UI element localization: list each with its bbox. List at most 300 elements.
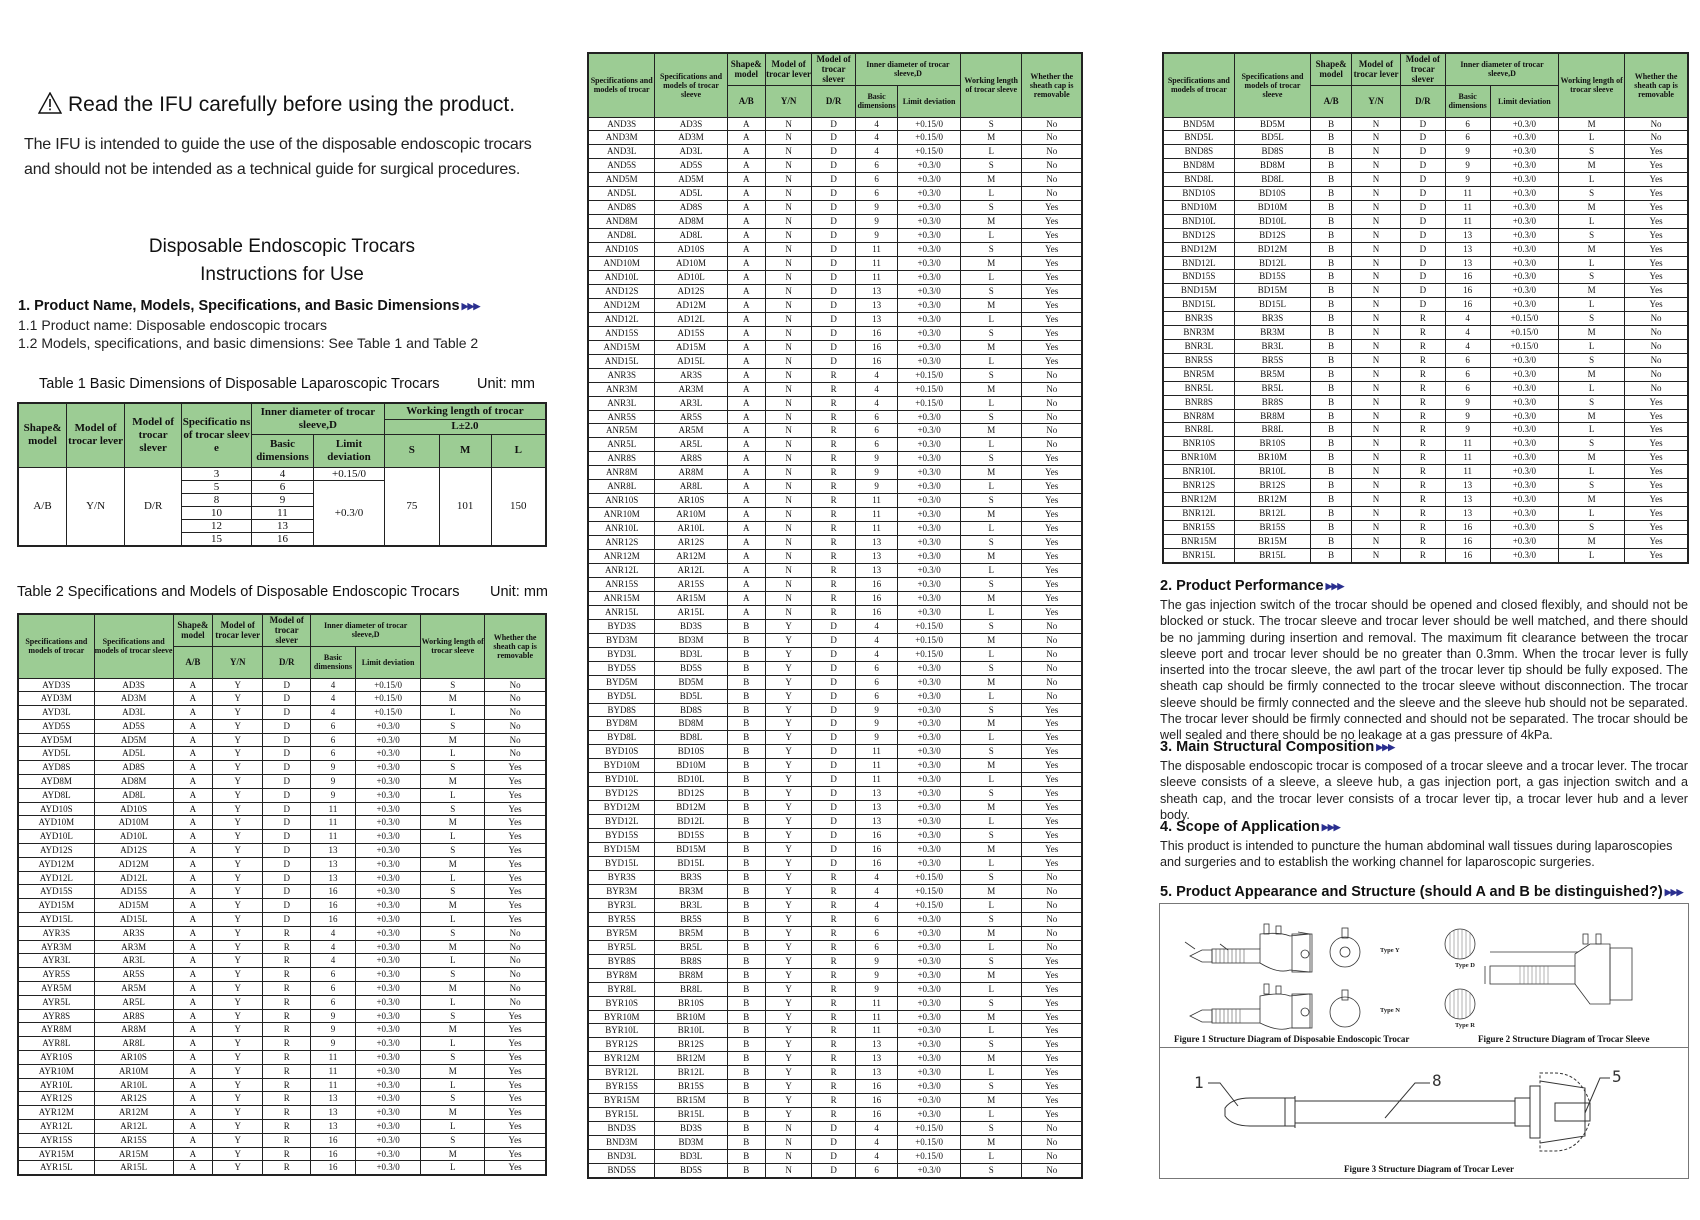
t1-header-l: L [491, 434, 546, 467]
table-cell: D [1400, 131, 1445, 145]
table-cell: Yes [1022, 284, 1082, 298]
table-cell: 4 [311, 706, 356, 720]
table-cell: 6 [1445, 117, 1490, 131]
table-cell: N [1352, 534, 1401, 548]
fig3-label-8: 8 [1432, 1071, 1442, 1090]
table-row [18, 747, 546, 761]
table-cell: R [812, 1010, 856, 1024]
table-cell: D [812, 717, 856, 731]
table-cell: L [961, 354, 1022, 368]
table-cell: Yes [1625, 479, 1688, 493]
table-cell: +0.3/0 [898, 354, 961, 368]
table-cell: S [421, 1009, 485, 1023]
table-cell: BYR15L [588, 1108, 655, 1122]
table-cell: +0.3/0 [898, 326, 961, 340]
table-cell: +0.3/0 [898, 257, 961, 271]
table-cell: R [812, 1108, 856, 1122]
table-cell: B [1311, 173, 1352, 187]
table-cell: Yes [1625, 451, 1688, 465]
table-cell: +0.3/0 [898, 187, 961, 201]
table-cell: R [812, 466, 856, 480]
table-cell: M [961, 257, 1022, 271]
table-cell: L [961, 1024, 1022, 1038]
table-cell: BND8M [1163, 159, 1234, 173]
table-cell: S [961, 661, 1022, 675]
table-cell: R [263, 926, 311, 940]
table-cell: B [727, 996, 765, 1010]
table-cell: AND5S [588, 159, 655, 173]
table-cell: +0.3/0 [1490, 548, 1559, 562]
table-cell: B [1311, 214, 1352, 228]
table-cell: S [961, 745, 1022, 759]
table-cell: +0.3/0 [898, 284, 961, 298]
table-cell: 16 [855, 843, 897, 857]
table-cell: No [485, 995, 546, 1009]
table-cell: +0.3/0 [1490, 367, 1559, 381]
table-cell: L [421, 1161, 485, 1175]
document-title-line-2: Instructions for Use [200, 264, 364, 285]
table-cell: 6 [1445, 381, 1490, 395]
table-cell: B [1311, 409, 1352, 423]
table-cell: D [812, 843, 856, 857]
table-cell: BYR5M [588, 926, 655, 940]
table-cell: R [812, 1080, 856, 1094]
table-cell: AD3M [655, 131, 727, 145]
table-cell: Yes [1625, 187, 1688, 201]
table-cell: A [173, 1161, 212, 1175]
table-cell: Yes [1022, 480, 1082, 494]
table-row [18, 940, 546, 954]
table-cell: 16 [311, 885, 356, 899]
table-cell: Yes [1022, 591, 1082, 605]
table-cell: R [263, 1147, 311, 1161]
table-cell: 16 [311, 913, 356, 927]
table-cell: +0.3/0 [1490, 381, 1559, 395]
header-working: Working length of trocar sleeve [961, 53, 1022, 117]
table-cell: +0.3/0 [898, 229, 961, 243]
table-cell: N [765, 326, 811, 340]
table-cell: M [421, 1064, 485, 1078]
table-row [588, 745, 1082, 759]
table-cell: M [421, 775, 485, 789]
table-cell: N [765, 159, 811, 173]
t1-header-m: M [439, 434, 491, 467]
table-cell: Yes [1022, 466, 1082, 480]
t1-header-spec: Specificatio ns of trocar sleeve [182, 403, 252, 467]
table-cell: A [727, 536, 765, 550]
table-cell: Yes [1022, 229, 1082, 243]
table-cell: N [765, 424, 811, 438]
table-cell: AD10S [655, 243, 727, 257]
table-cell: L [1559, 423, 1625, 437]
table-cell: BR12S [1234, 479, 1310, 493]
table-cell: B [727, 926, 765, 940]
table-cell: +0.3/0 [355, 857, 420, 871]
table-cell: R [263, 954, 311, 968]
table-cell: 9 [1445, 423, 1490, 437]
table-cell: Y [213, 830, 263, 844]
t1-length-m: 101 [439, 467, 491, 546]
table-cell: Y [765, 968, 811, 982]
table-row [588, 396, 1082, 410]
table-cell: AD8S [94, 761, 173, 775]
table-cell: Yes [1625, 200, 1688, 214]
table-cell: A [173, 1147, 212, 1161]
table-row [1163, 534, 1688, 548]
table-cell: Yes [1625, 409, 1688, 423]
table-cell: Y [765, 898, 811, 912]
table-cell: AD8M [655, 215, 727, 229]
table-cell: R [812, 550, 856, 564]
table-cell: +0.3/0 [898, 1010, 961, 1024]
t1-header-lever: Model of trocar lever [67, 403, 125, 467]
table-cell: N [1352, 353, 1401, 367]
table-cell: BNR12S [1163, 479, 1234, 493]
table-cell: AR8L [655, 480, 727, 494]
table-cell: R [812, 508, 856, 522]
table-cell: No [1022, 661, 1082, 675]
table-cell: B [1311, 520, 1352, 534]
table-cell: +0.3/0 [898, 480, 961, 494]
table-cell: D [1400, 256, 1445, 270]
table-cell: BYD12L [588, 815, 655, 829]
table-cell: AYR3S [18, 926, 94, 940]
warning-notice [38, 92, 515, 117]
table-cell: 6 [311, 995, 356, 1009]
table-cell: BYR8M [588, 968, 655, 982]
table-cell: S [961, 243, 1022, 257]
table-cell: AR5L [655, 438, 727, 452]
table-cell: R [812, 996, 856, 1010]
table-cell: D [263, 719, 311, 733]
t1-basic: 9 [251, 493, 313, 506]
table-row [1163, 326, 1688, 340]
table-cell: BNR12M [1163, 492, 1234, 506]
table-cell: 11 [855, 996, 897, 1010]
table-cell: 16 [855, 326, 897, 340]
table-cell: No [1022, 187, 1082, 201]
table-cell: 13 [1445, 256, 1490, 270]
table-row [18, 1078, 546, 1092]
table-cell: AR3S [655, 368, 727, 382]
table-cell: 9 [855, 731, 897, 745]
table-row [588, 731, 1082, 745]
table-row [588, 229, 1082, 243]
table-cell: D [1400, 145, 1445, 159]
table-cell: L [961, 438, 1022, 452]
table-cell: 9 [855, 229, 897, 243]
table-cell: No [1022, 1163, 1082, 1177]
table-cell: 6 [855, 187, 897, 201]
table-cell: No [1625, 381, 1688, 395]
table-cell: +0.3/0 [1490, 409, 1559, 423]
table-cell: +0.3/0 [898, 940, 961, 954]
table-cell: M [421, 1147, 485, 1161]
table-row [588, 703, 1082, 717]
header-slever: Model of trocar slever [812, 53, 856, 85]
table-cell: L [961, 312, 1022, 326]
table-cell: AYR10L [18, 1078, 94, 1092]
t1-limit-rest: +0.3/0 [314, 480, 385, 546]
table-cell: N [1352, 548, 1401, 562]
table-cell: M [961, 131, 1022, 145]
figure-3-caption: Figure 3 Structure Diagram of Trocar Lever [1344, 1164, 1514, 1174]
table-row [18, 830, 546, 844]
table-cell: A [727, 550, 765, 564]
table-cell: Yes [1022, 312, 1082, 326]
table-cell: S [961, 787, 1022, 801]
table-cell: R [1400, 326, 1445, 340]
table-cell: AD3S [94, 678, 173, 692]
table-cell: AD12S [94, 844, 173, 858]
table-cell: S [421, 761, 485, 775]
table-cell: 16 [855, 857, 897, 871]
table-cell: AR5S [655, 410, 727, 424]
table-cell: N [765, 284, 811, 298]
table-cell: Yes [485, 857, 546, 871]
table-cell: BYD5S [588, 661, 655, 675]
table-cell: ANR15S [588, 577, 655, 591]
header-inner: Inner diameter of trocar sleeve,D [1445, 53, 1558, 85]
table-cell: L [961, 1108, 1022, 1122]
table-cell: Y [765, 1066, 811, 1080]
table-cell: A [727, 396, 765, 410]
table-cell: A [173, 954, 212, 968]
table-cell: N [1352, 173, 1401, 187]
table-cell: 13 [1445, 479, 1490, 493]
table-row [588, 187, 1082, 201]
table-cell: +0.3/0 [898, 605, 961, 619]
table-cell: No [1022, 940, 1082, 954]
table-row [588, 131, 1082, 145]
table-cell: AR3L [655, 396, 727, 410]
table-cell: BNR5L [1163, 381, 1234, 395]
table-cell: Yes [1022, 1094, 1082, 1108]
table-cell: M [421, 816, 485, 830]
table-cell: M [1559, 534, 1625, 548]
table-row [18, 913, 546, 927]
table-cell: +0.3/0 [355, 1037, 420, 1051]
table-cell: Y [213, 788, 263, 802]
table-cell: Yes [485, 1078, 546, 1092]
table-cell: +0.3/0 [898, 912, 961, 926]
table-cell: S [961, 536, 1022, 550]
table-cell: D [812, 257, 856, 271]
table-cell: Y [765, 1080, 811, 1094]
table-cell: AND10M [588, 257, 655, 271]
table-cell: A [727, 270, 765, 284]
table-cell: Y [213, 982, 263, 996]
table-cell: BD8S [1234, 145, 1310, 159]
table-cell: BD8M [655, 717, 727, 731]
table-cell: +0.3/0 [898, 550, 961, 564]
table-cell: S [1559, 187, 1625, 201]
table-cell: +0.3/0 [355, 1120, 420, 1134]
table-cell: 13 [855, 815, 897, 829]
table-cell: N [1352, 228, 1401, 242]
table-cell: R [263, 982, 311, 996]
table-cell: D [812, 270, 856, 284]
table-row [18, 857, 546, 871]
table-cell: +0.3/0 [1490, 506, 1559, 520]
table-cell: No [1625, 340, 1688, 354]
table-cell: B [1311, 340, 1352, 354]
table-cell: No [485, 678, 546, 692]
table-cell: B [1311, 479, 1352, 493]
table-cell: +0.3/0 [898, 424, 961, 438]
table-cell: BND12S [1163, 228, 1234, 242]
table-cell: Y [213, 802, 263, 816]
table-cell: AR8M [94, 1023, 173, 1037]
table-cell: N [1352, 506, 1401, 520]
table-cell: Yes [1625, 145, 1688, 159]
t1-limit-first: +0.15/0 [314, 467, 385, 480]
section-4-heading-text: 4. Scope of Application [1160, 819, 1320, 835]
table-cell: +0.15/0 [1490, 340, 1559, 354]
table-cell: AND3L [588, 145, 655, 159]
table-cell: AND3S [588, 117, 655, 131]
table-cell: N [765, 494, 811, 508]
table-row [588, 926, 1082, 940]
table-row [588, 354, 1082, 368]
table-row [18, 954, 546, 968]
table-cell: 16 [855, 591, 897, 605]
table-cell: R [812, 954, 856, 968]
table-cell: N [1352, 298, 1401, 312]
table-cell: AR12S [655, 536, 727, 550]
table-cell: BYD15M [588, 843, 655, 857]
table-cell: +0.3/0 [898, 298, 961, 312]
table-cell: A [727, 605, 765, 619]
table-cell: AYD3M [18, 692, 94, 706]
table-cell: AYR3L [18, 954, 94, 968]
table-row [588, 605, 1082, 619]
table-cell: BND10M [1163, 200, 1234, 214]
table-cell: AD10S [94, 802, 173, 816]
table-cell: R [812, 424, 856, 438]
table-row [18, 1051, 546, 1065]
table-cell: +0.3/0 [898, 312, 961, 326]
table-cell: Yes [485, 1092, 546, 1106]
table-cell: N [1352, 159, 1401, 173]
table-cell: B [727, 773, 765, 787]
table-row [588, 940, 1082, 954]
table-cell: D [812, 1150, 856, 1164]
table-cell: B [727, 787, 765, 801]
table-cell: BD8S [655, 703, 727, 717]
table-cell: L [961, 898, 1022, 912]
table-cell: BYR15M [588, 1094, 655, 1108]
table-cell: A [727, 577, 765, 591]
table-cell: Y [213, 954, 263, 968]
table-cell: Y [213, 816, 263, 830]
table-cell: AYD15M [18, 899, 94, 913]
table-cell: AYD12M [18, 857, 94, 871]
table-cell: +0.3/0 [1490, 423, 1559, 437]
table-cell: B [1311, 506, 1352, 520]
table-cell: Yes [1625, 256, 1688, 270]
table-cell: R [1400, 312, 1445, 326]
table-cell: B [727, 1066, 765, 1080]
table-cell: B [727, 912, 765, 926]
table-cell: S [961, 326, 1022, 340]
table-cell: Y [765, 982, 811, 996]
table-cell: BR15S [655, 1080, 727, 1094]
table-row [588, 270, 1082, 284]
table-cell: 16 [1445, 270, 1490, 284]
table-row [18, 1064, 546, 1078]
table-cell: AR10S [655, 494, 727, 508]
table-cell: B [727, 1094, 765, 1108]
table-cell: BR15M [1234, 534, 1310, 548]
table-cell: AR10S [94, 1051, 173, 1065]
table-row [588, 466, 1082, 480]
table-cell: B [727, 689, 765, 703]
table-cell: M [421, 940, 485, 954]
table-cell: BD15L [655, 857, 727, 871]
table-cell: R [812, 368, 856, 382]
table-cell: R [263, 1037, 311, 1051]
table-row [588, 410, 1082, 424]
table-cell: L [1559, 381, 1625, 395]
table-cell: AND3M [588, 131, 655, 145]
table-cell: AYR15M [18, 1147, 94, 1161]
table-cell: S [421, 1092, 485, 1106]
table-cell: Y [213, 747, 263, 761]
table-cell: A [727, 312, 765, 326]
table-cell: B [1311, 326, 1352, 340]
table-cell: S [961, 410, 1022, 424]
t1-spec: 5 [182, 480, 252, 493]
table-cell: L [961, 1066, 1022, 1080]
table-cell: S [961, 577, 1022, 591]
table-cell: L [421, 706, 485, 720]
table-1-caption: Table 1 Basic Dimensions of Disposable Laparoscopic Trocars [39, 376, 440, 392]
table-cell: +0.3/0 [1490, 284, 1559, 298]
table-cell: Y [213, 775, 263, 789]
table-cell: BD10M [1234, 200, 1310, 214]
table-cell: AD15L [655, 354, 727, 368]
table-cell: Y [765, 801, 811, 815]
table-cell: BND3L [588, 1150, 655, 1164]
table-row [588, 145, 1082, 159]
table-cell: S [961, 201, 1022, 215]
table-cell: BD5S [655, 1163, 727, 1177]
table-cell: B [727, 619, 765, 633]
table-cell: 4 [855, 1150, 897, 1164]
table-cell: BYD3S [588, 619, 655, 633]
table-cell: ANR3S [588, 368, 655, 382]
table-cell: +0.3/0 [898, 857, 961, 871]
table-cell: +0.3/0 [898, 926, 961, 940]
table-cell: S [961, 452, 1022, 466]
table-cell: BND3S [588, 1122, 655, 1136]
table-cell: A [173, 926, 212, 940]
table-cell: N [1352, 312, 1401, 326]
table-cell: Yes [485, 1147, 546, 1161]
table-cell: A [173, 719, 212, 733]
table-cell: N [765, 354, 811, 368]
table-row [588, 717, 1082, 731]
table-cell: D [263, 913, 311, 927]
t1-length-s: 75 [384, 467, 439, 546]
table-cell: S [1559, 145, 1625, 159]
table-cell: AD8L [655, 229, 727, 243]
table-cell: S [421, 926, 485, 940]
table-cell: N [1352, 381, 1401, 395]
table-cell: N [765, 201, 811, 215]
table-cell: L [1559, 173, 1625, 187]
